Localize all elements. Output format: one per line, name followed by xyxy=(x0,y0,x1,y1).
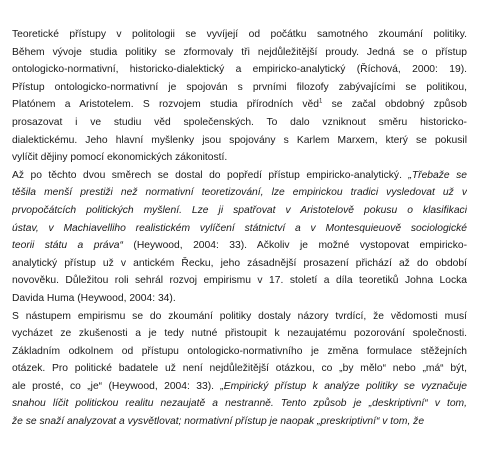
body-text: Základním odkolnem od přístupu ontologicko-normativního je změna formulace stěžejních xyxy=(12,345,467,357)
body-text: ontologicko-normativní, historicko-dialektický a empiricko-analytický (Říchová, 2000: 19). xyxy=(12,64,467,76)
body-text: Teoretické přístupy v politologii se vyvíjejí od počátku samotného zkoumání politiky. xyxy=(12,29,467,40)
text-line xyxy=(12,395,467,413)
body-text: dialektickému. Jeho hlavní myšlenky jsou spojovány s Karlem Marxem, který se pokusil xyxy=(12,134,467,146)
body-text: novověku. Důležitou roli sehrál rozvoj empirismu v 17. století a díla teoretiků Johna Locka xyxy=(12,275,467,287)
body-text: prosazovat i ve studiu věd společenských. To dalo vzniknout směru historicko- xyxy=(12,116,467,128)
paragraph xyxy=(12,26,467,167)
text-line xyxy=(12,290,467,308)
body-text: Platónem a Aristotelem. S rozvojem studia přírodních věd xyxy=(12,99,319,111)
text-line xyxy=(12,220,467,238)
quote-text: že se snaží analyzovat a vysvětlovat; normativní přístup je naopak „preskriptivní“ v tom, že xyxy=(12,416,425,428)
text-line xyxy=(12,202,467,220)
quote-text: „Empirický přístup k analýze politiky se vyznačuje xyxy=(220,380,467,392)
paragraph xyxy=(12,308,467,431)
body-text: vylíčit dějiny pomocí ekonomických zákonitostí. xyxy=(12,152,228,164)
text-line xyxy=(12,149,467,167)
text-line xyxy=(12,26,467,44)
body-text: otázek. Pro politické badatele už není nejdůležitější otázkou, co „by mělo“ nebo „má“ být, xyxy=(12,363,467,375)
body-text: (Heywood, 2004: 33). Ačkoliv je možné vystopovat empiricko- xyxy=(122,240,467,252)
text-line xyxy=(12,184,467,202)
body-text: Davida Huma (Heywood, 2004: 34). xyxy=(12,292,176,304)
text-line xyxy=(12,343,467,361)
paragraph xyxy=(12,167,467,308)
body-text: ale prosté, co „je“ (Heywood, 2004: 33). xyxy=(12,380,221,392)
text-line xyxy=(12,79,467,97)
quote-text: snahou líčit politickou realitu nezaujatě a nestranně. Tento způsob je „deskriptivní“ v tom, xyxy=(12,398,467,410)
text-line xyxy=(12,61,467,79)
text-line xyxy=(12,96,467,114)
body-text: se začal obdobný způsob xyxy=(322,99,467,111)
text-line xyxy=(12,325,467,343)
text-line xyxy=(12,132,467,150)
body-text: analytický přístup už v antickém Řecku, jeho zásadnější prosazení přichází až do období xyxy=(12,257,467,269)
quote-text: teorii státu a práva“ xyxy=(12,240,123,252)
text-line xyxy=(12,378,467,396)
text-line xyxy=(12,272,467,290)
body-text: S nástupem empirismu se do zkoumání politiky dostaly názory tvrdící, že vědomosti musí xyxy=(12,310,467,322)
text-line xyxy=(12,255,467,273)
quote-text: ústav, v Machiavelliho realistickém vylíčení státnictví a v Montesquieuově sociologické xyxy=(12,222,467,234)
body-text: vycházet ze zkušenosti a je tedy nutné přistoupit k nezaujatému pozorování společnosti. xyxy=(12,328,467,340)
body-text: Přístup ontologicko-normativní je spojován s prvními filozofy zabývajícími se politikou, xyxy=(12,81,467,93)
text-line xyxy=(12,114,467,132)
quote-text: prvopočátcích politických myšlení. Lze ji spatřovat v Aristotelově pokusu o klasifikaci xyxy=(12,204,467,216)
text-line xyxy=(12,237,467,255)
text-line xyxy=(12,360,467,378)
text-line xyxy=(12,167,467,185)
body-text: Během vývoje studia politiky se zformovaly tři nejdůležitější proudy. Jedná se o přístup xyxy=(12,46,467,58)
text-line xyxy=(12,308,467,326)
quote-text: „Třebaže se xyxy=(408,169,467,181)
footnote-marker: 1 xyxy=(318,98,323,105)
text-line xyxy=(12,413,467,431)
document-body xyxy=(12,26,467,431)
text-line xyxy=(12,44,467,62)
quote-text: těšila menší prestiži než normativní teoretizování, lze empirickou tradici vysledovat už v xyxy=(12,187,467,199)
body-text: Až po těchto dvou směrech se dostal do popředí přístup empiricko-analytický. xyxy=(12,169,409,181)
